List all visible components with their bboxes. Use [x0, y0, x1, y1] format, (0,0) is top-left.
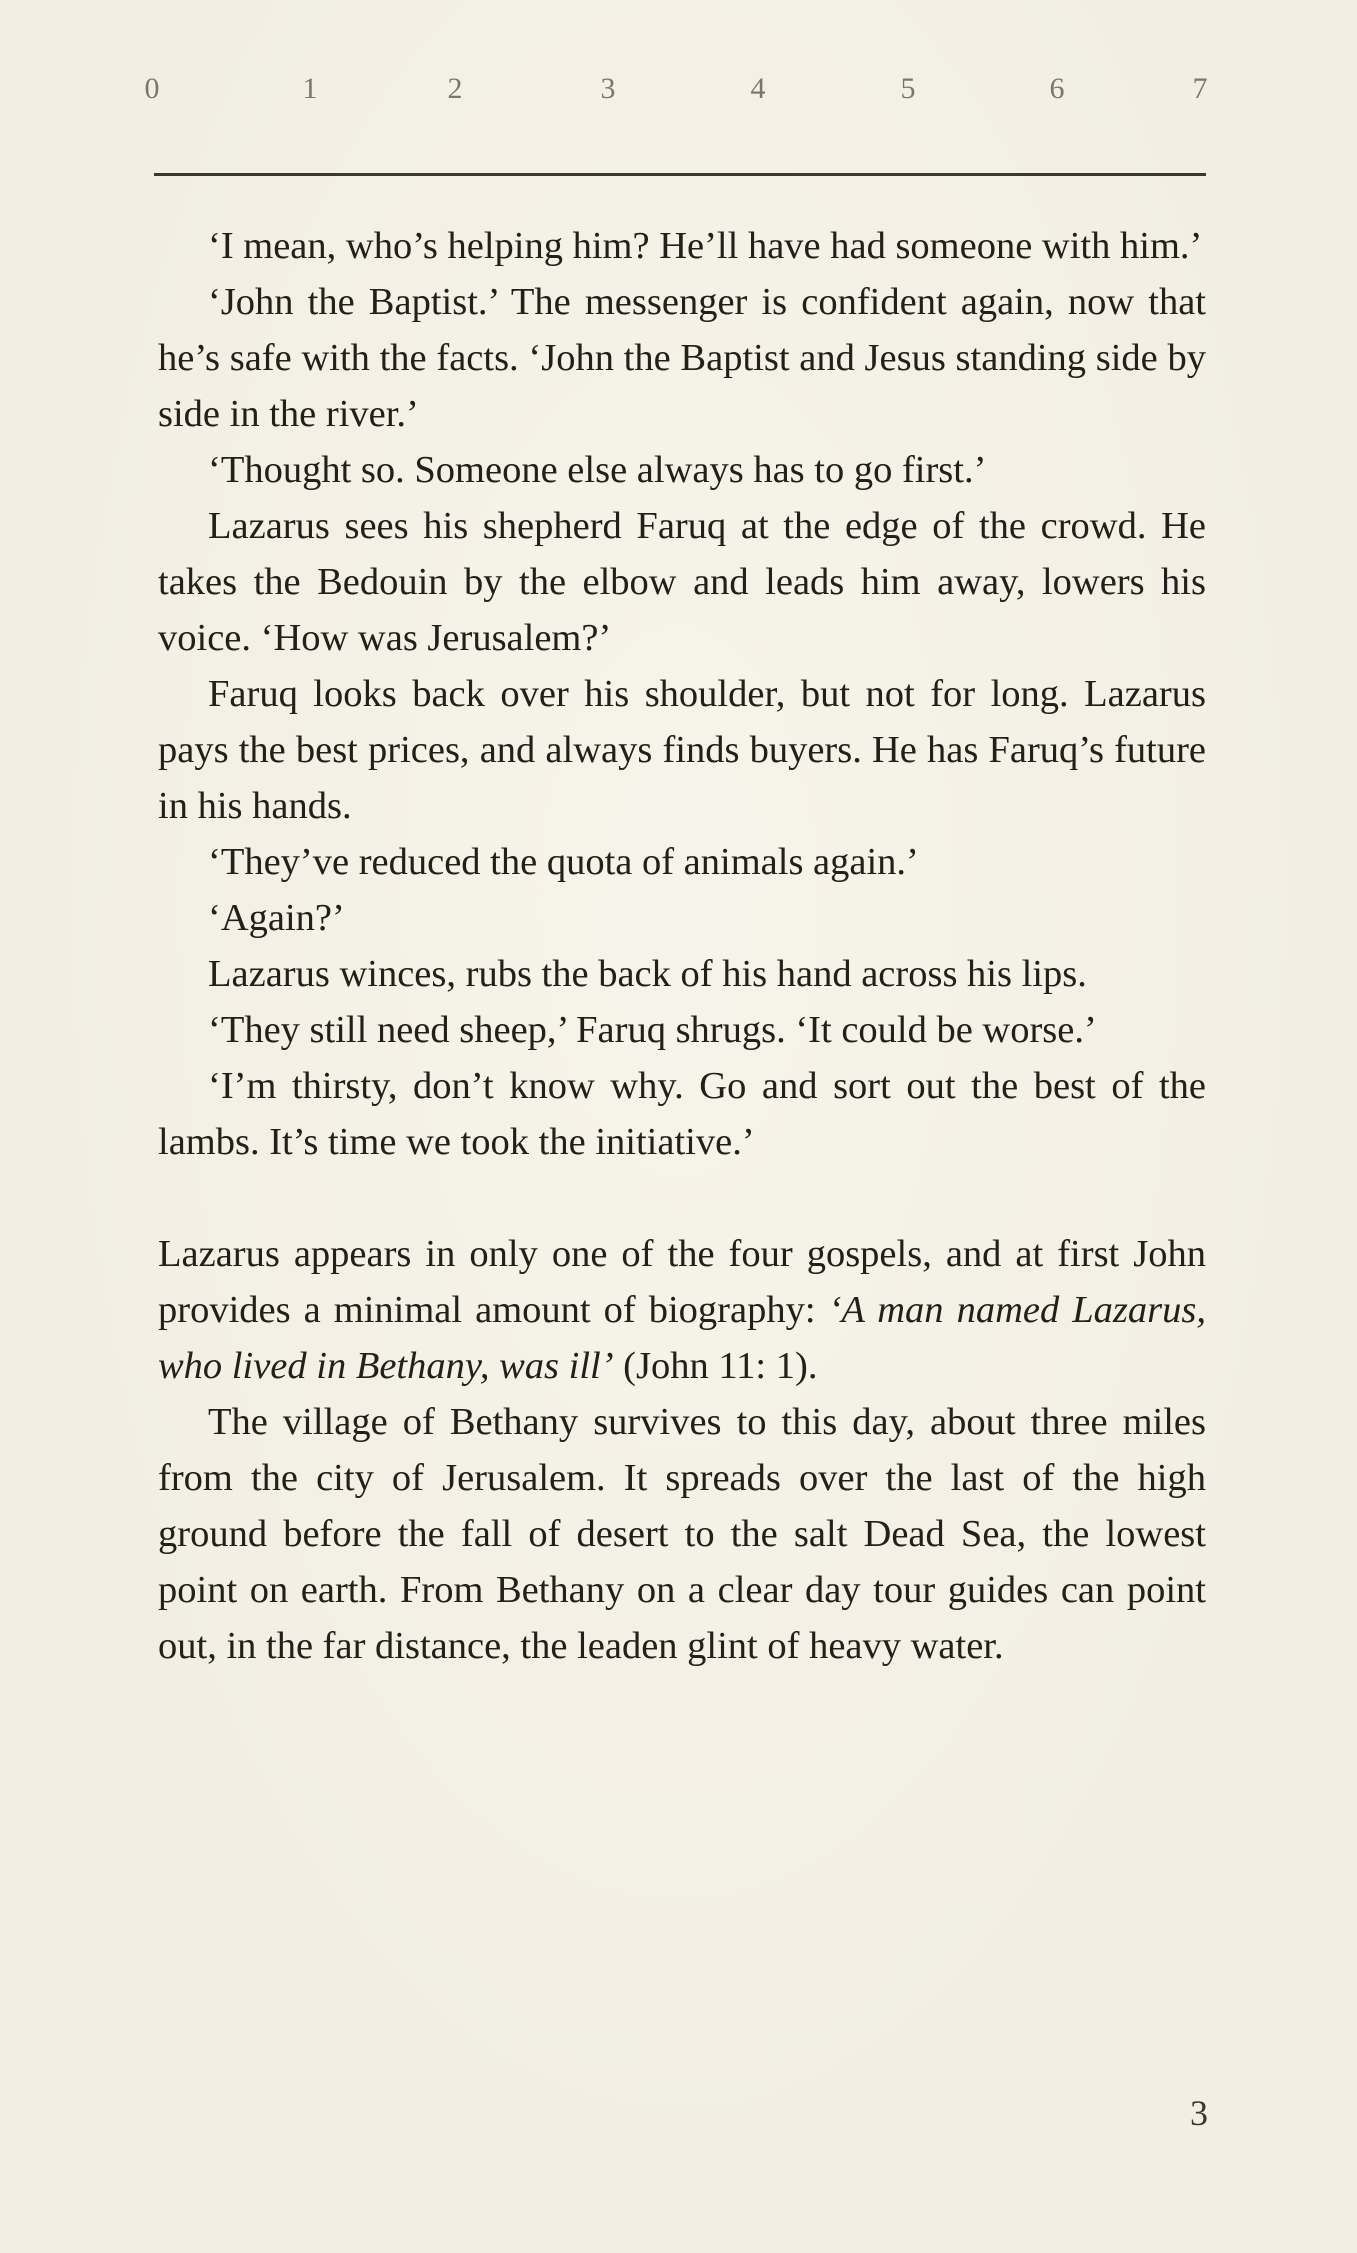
paragraph: Lazarus winces, rubs the back of his hand across his lips.: [208, 953, 1087, 995]
paragraph: ‘I’m thirsty, don’t know why. Go and sort out the best of the lambs. It’s time we took the initiative.’: [158, 1065, 1206, 1163]
ruler-number: 6: [1049, 72, 1065, 105]
scripture-quote: ‘A man named Lazarus, who lived in Bethany, was ill’: [158, 1289, 1207, 1387]
ruler-number: 0: [144, 72, 160, 105]
section-intro: Lazarus appears in only one of the four gospels, and at first John provides a minimal amount of biography:: [158, 1233, 1206, 1331]
ruler-number: 5: [900, 72, 916, 105]
paragraph: ‘Again?’: [208, 897, 345, 939]
ruler-number: 3: [600, 72, 616, 105]
section-paragraph: [158, 1226, 1206, 1394]
page-number: 3: [1190, 2093, 1208, 2133]
paragraph: ‘John the Baptist.’ The messenger is confident again, now that he’s safe with the facts. ‘John the Baptist and Jesus standing side by side in the river.’: [158, 281, 1206, 435]
paragraph: ‘They still need sheep,’ Faruq shrugs. ‘It could be worse.’: [208, 1009, 1097, 1051]
paragraph: ‘They’ve reduced the quota of animals again.’: [208, 841, 919, 883]
body-text: [158, 218, 1206, 1674]
paragraph: Faruq looks back over his shoulder, but not for long. Lazarus pays the best prices, and always finds buyers. He has Faruq’s future in his hands.: [158, 673, 1206, 827]
paragraph: ‘Thought so. Someone else always has to go first.’: [208, 449, 987, 491]
scripture-citation: (John 11: 1).: [623, 1345, 818, 1387]
ruler-number: 4: [750, 72, 766, 105]
paragraph: Lazarus sees his shepherd Faruq at the edge of the crowd. He takes the Bedouin by the elbow and leads him away, lowers his voice. ‘How was Jerusalem?’: [158, 505, 1206, 659]
ruler-number: 2: [447, 72, 463, 105]
ruler-number: 1: [302, 72, 318, 105]
paragraph: The village of Bethany survives to this day, about three miles from the city of Jerusalem. It spreads over the last of the high ground before the fall of desert to the salt Dead Sea, the lowest point on earth. From Bethany on a clear day tour guides can point out, in the far distance, the leaden glint of heavy water.: [158, 1401, 1206, 1667]
paragraph: ‘I mean, who’s helping him? He’ll have had someone with him.’: [208, 225, 1203, 267]
ruler-scale: [144, 72, 1210, 132]
header-rule: [154, 173, 1206, 176]
ruler-number: 7: [1192, 72, 1208, 105]
